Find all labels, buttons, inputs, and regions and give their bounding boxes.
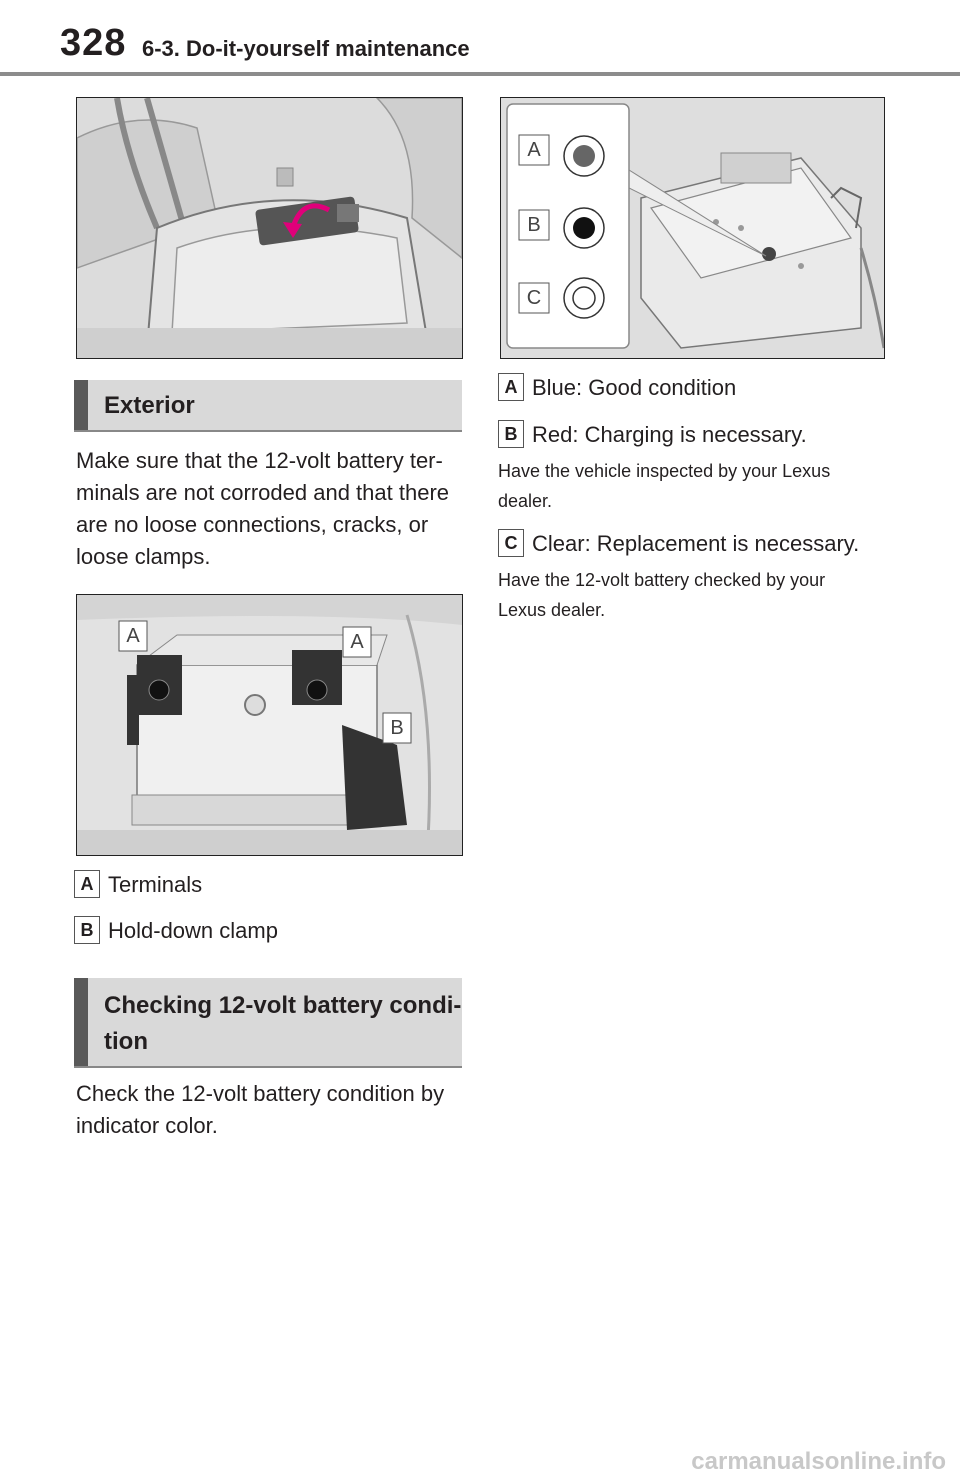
indicator-callout-b: B <box>527 214 541 236</box>
legend-marker-a: A <box>74 870 100 898</box>
check-line: Check the 12-volt battery condition by <box>76 1081 445 1106</box>
watermark: carmanualsonline.info <box>691 1448 946 1475</box>
page-header <box>0 0 960 76</box>
indicator-callout-c: C <box>526 287 542 309</box>
exterior-line: are no loose connections, cracks, or <box>76 512 429 537</box>
trunk-drawing <box>77 98 462 358</box>
condition-item-red <box>498 420 807 450</box>
legend-label-terminals: Terminals <box>108 872 203 897</box>
clamp-callout-b: B <box>390 717 404 739</box>
heading-checking-line: Checking 12-volt battery condi- <box>104 992 462 1019</box>
legend-label-clamp: Hold-down clamp <box>108 918 278 943</box>
check-line: indicator color. <box>76 1113 218 1138</box>
heading-checking-battery <box>74 978 462 1066</box>
condition-label-red: Red: Charging is necessary. <box>532 422 807 447</box>
indicator-callout-a: A <box>527 139 541 161</box>
condition-marker-b: B <box>498 420 524 448</box>
red-note-line: dealer. <box>498 491 553 511</box>
legend-item-terminals <box>74 870 202 900</box>
header-rule <box>0 72 960 76</box>
legend-marker-b: B <box>74 916 100 944</box>
trunk-illustration <box>76 97 463 359</box>
heading-exterior <box>74 380 462 430</box>
terminal-callout-a-left: A <box>126 625 140 647</box>
battery-indicator-illustration <box>500 97 885 359</box>
clear-note-line: Have the 12-volt battery checked by your <box>498 570 826 590</box>
exterior-line: loose clamps. <box>76 544 211 569</box>
exterior-line: minals are not corroded and that there <box>76 480 450 505</box>
indicator-drawing <box>501 98 884 358</box>
legend-item-hold-down-clamp <box>74 916 278 946</box>
red-note <box>498 456 898 516</box>
section-title: 6-3. Do-it-yourself maintenance <box>142 36 470 61</box>
condition-marker-a: A <box>498 373 524 401</box>
red-note-line: Have the vehicle inspected by your Lexus <box>498 461 831 481</box>
clear-note <box>498 565 898 625</box>
condition-label-blue: Blue: Good condition <box>532 375 737 400</box>
condition-label-clear: Clear: Replacement is necessary. <box>532 531 860 556</box>
condition-marker-c: C <box>498 529 524 557</box>
condition-item-clear <box>498 529 859 559</box>
heading-checking-line: tion <box>104 1028 148 1055</box>
check-paragraph <box>76 1078 466 1142</box>
heading-exterior-text: Exterior <box>104 392 195 419</box>
terminal-callout-a-right: A <box>350 631 364 653</box>
exterior-paragraph <box>76 445 466 573</box>
condition-item-blue <box>498 373 736 403</box>
clear-note-line: Lexus dealer. <box>498 600 606 620</box>
exterior-line: Make sure that the 12-volt battery ter- <box>76 448 443 473</box>
page-number: 328 <box>60 22 127 64</box>
battery-terminals-illustration <box>76 594 463 856</box>
